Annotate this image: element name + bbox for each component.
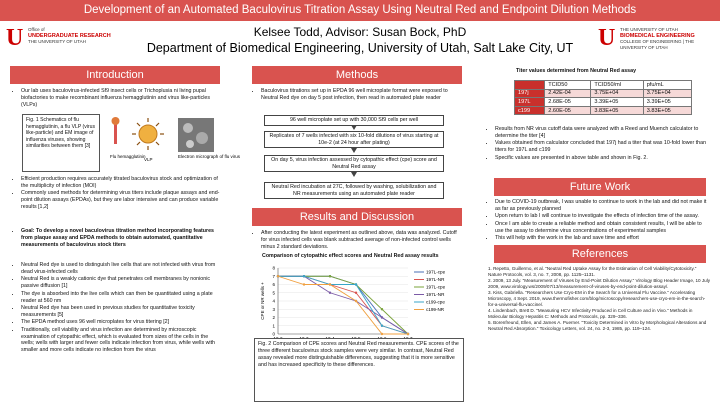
methods-bullet: • Baculovirus titrations set up in EPDA 96 well microplate format were exposed to Neutral Red dye on day 5 post infection, then read in automated plate reader <box>261 88 464 102</box>
legend-label: 197L-cpe <box>426 269 446 275</box>
data-point <box>355 283 357 285</box>
y-tick-label: 0 <box>272 331 275 337</box>
future-bullet: • Due to COVID-19 outbreak, I was unable to continue to work in the lab and did not make it as far as previously planned <box>495 199 708 213</box>
data-point <box>355 292 357 294</box>
data-point <box>381 325 383 327</box>
reference-item: 2. 2009, 13 July. "Measurement of Viruses by End-Point Dilution Assay." Virology Blog Header Image, 10 July 2009, www.virology.ws/2009/07/13/measurement-of-viruses-by-end-point-dilution-assay/. <box>488 278 711 289</box>
y-tick-label: 8 <box>272 265 275 271</box>
intro-bullet: • Neutral Red is a weakly cationic dye that penetrates cell membranes by nonionic passive diffusion [1] <box>21 276 222 290</box>
table-row <box>515 106 692 115</box>
future-heading: Future Work <box>494 178 706 196</box>
table-cell: 3.83E+05 <box>591 106 643 115</box>
titer-col-header <box>515 81 545 90</box>
data-point <box>277 275 279 277</box>
logo-right-line1: THE UNIVERSITY OF UTAH <box>620 27 678 32</box>
series-line <box>278 276 408 334</box>
fig2-caption: Fig. 2 Comparison of CPE scores and Neutral Red measurements. CPE scores of the three different baculovirus stock samples were very similar. In contrast, Neutral Red assay revealed more distinguishable differences, suggesting that it is more sensitive and has increased specificity to these differences. <box>254 338 464 402</box>
y-tick-label: 2 <box>272 315 275 320</box>
vlp-icon <box>132 118 164 150</box>
titer-bullets <box>486 126 708 162</box>
titer-col-header: TCID50/ml <box>591 81 643 90</box>
intro-bullet: • The EPDA method uses 96 well microplates for virus titering [2] <box>21 319 222 326</box>
table-cell: 197L <box>515 98 545 107</box>
flow-step-4: Neutral Red incubation at 27C, followed by washing, solubilization and NR measurements using an automated plate reader <box>264 182 444 199</box>
titer-bullet: • Specific values are presented in above table and shown in Fig. 2. <box>495 155 708 162</box>
future-bullet: • This will help with the work in the lab and save time and effort <box>495 235 708 242</box>
intro-bullets2 <box>12 262 222 355</box>
table-cell: 2.68E-05 <box>545 98 591 107</box>
legend-label: 197L-NR <box>426 277 445 283</box>
logo-right-line2: BIOMEDICAL ENGINEERING <box>620 32 695 39</box>
intro-heading: Introduction <box>10 66 220 84</box>
methods-heading: Methods <box>252 66 462 84</box>
intro-bullet: • Commonly used methods for determining virus titers include plaque assays and end-point dilution assays (EPDAs), but they are labor intensive and can produce variable results [1,2] <box>21 190 222 211</box>
intro-bullet: • Efficient production requires accurately titrated baculovirus stock and optimization of the multiplicity of infection (MOI) <box>21 176 222 190</box>
data-point <box>329 275 331 277</box>
results-bullet: • After conducting the latest experiment as outlined above, data was analyzed. Cutoff for virus infected cells was blank subtracted average of non-infected control wells minus 2 standard deviations. <box>261 230 464 251</box>
data-point <box>381 316 383 318</box>
table-cell: c199 <box>515 106 545 115</box>
fig1-caption: Fig. 1 Schematics of flu hemagglutinin, a flu VLP (virus like-particle) and EM image of influenza viruses, showing similarities between them [3] <box>22 114 100 172</box>
data-point <box>329 292 331 294</box>
data-point <box>381 333 383 335</box>
table-cell: 3.75E+04 <box>591 89 643 98</box>
titer-bullet: • Values obtained from calculator concluded that 197j had a titer that was 10-fold lower than titers for 197L and c199 <box>495 140 708 154</box>
logo-right-line3: COLLEGE OF ENGINEERING | THE UNIVERSITY OF UTAH <box>620 39 695 50</box>
flow-step-2: Replicates of 7 wells infected with six 10-fold dilutions of virus starting at 10e-2 (at 24 hour after plating) <box>264 131 444 148</box>
methods-text <box>252 88 464 102</box>
reference-item: 3. Kiss, Gabriella. "Researchers Use Cryo-EM in the Search for a Universal Flu Vaccine." Accelerating Microscopy, 4 Sept. 2019, www.thermofisher.com/blog/microscopy/researchers-use-cryo-em-in-the-search-for-a-universal-flu-vaccine/. <box>488 290 706 307</box>
y-tick-label: 4 <box>272 298 275 304</box>
table-cell: 3.39E+05 <box>591 98 643 107</box>
table-cell: 197j <box>515 89 545 98</box>
future-bullets <box>486 199 708 242</box>
intro-bullet: • Neutral Red dye is used to distinguish live cells that are not infected with virus from dead virus-infected cells <box>21 262 222 276</box>
department: Department of Biomedical Engineering, University of Utah, Salt Lake City, UT <box>146 41 574 55</box>
poster-title: Development of an Automated Baculovirus Titration Assay Using Neutral Red and Endpoint Dilution Methods <box>0 0 720 21</box>
results-heading: Results and Discussion <box>252 208 462 226</box>
data-point <box>407 333 409 335</box>
data-point <box>329 283 331 285</box>
table-cell: 3.39E+05 <box>643 98 691 107</box>
flow-step-1: 96 well microplate set up with 30,000 Sf9 cells per well <box>264 115 444 126</box>
u-logo-icon: U <box>598 25 616 51</box>
intro-bullets <box>12 176 222 212</box>
fig1-label-ha: Flu hemagglutinin <box>110 154 146 159</box>
hemagglutinin-icon <box>112 117 120 144</box>
legend-label: c199-cpe <box>426 299 445 305</box>
intro-bullet: • Neutral Red dye has been used in previous studies for quantitative toxicity measurements [5] <box>21 305 222 319</box>
logo-left-line3: THE UNIVERSITY OF UTAH <box>28 39 86 44</box>
intro-bullet: • Traditionally, cell viability and virus infection are determined by microscopic examination of cytopathic effect, which is evaluated from sizes of the cells in the wells; wells with larger and fewer cells indicate infection from virus, while wells with smaller and more cells indicate no infection from the virus <box>21 327 222 355</box>
y-tick-label: 3 <box>272 306 275 312</box>
fig1-illustration <box>102 116 241 176</box>
data-point <box>381 308 383 310</box>
fig1-label-vlp: VLP <box>144 157 153 162</box>
future-bullet: • Once I am able to create a reliable method and obtain consistent results, I will be able to use the assay to determine virus concentrations of experimental samples <box>495 221 708 235</box>
references-list <box>488 266 710 332</box>
reference-item: 1. Repetto, Guillermo, et al. "Neutral Red Uptake Assay for the Estimation of Cell Viability/Cytotoxicity." Nature Protocols, vol. 3, no. 7, 2008, pp. 1125–1131. <box>488 266 697 277</box>
data-point <box>303 275 305 277</box>
titer-heading: Titer values determined from Neutral Red assay <box>516 68 637 74</box>
table-row <box>515 98 692 107</box>
logo-left-line1: Office of <box>28 27 45 32</box>
data-point <box>303 283 305 285</box>
data-point <box>355 300 357 302</box>
y-axis-label: CPE or NR wells + <box>260 282 265 320</box>
table-cell: 3.83E+05 <box>643 106 691 115</box>
intro-text <box>12 88 222 109</box>
legend-label: c199-NR <box>426 307 445 313</box>
legend-label: 197L-NR <box>426 292 445 298</box>
y-tick-label: 6 <box>272 282 275 287</box>
y-tick-label: 5 <box>272 290 275 296</box>
intro-goal <box>12 228 222 249</box>
intro-bullet: • The dye is absorbed into the live cells which can then be quantitated using a plate reader at 560 nm <box>21 291 222 305</box>
fig1-label-em: Electron micrograph of flu virus <box>178 154 241 159</box>
intro-goal-text: • Goal: To develop a novel baculovirus titration method incorporating features from plaque assay and EPDA methods to obtain automated, quantitative measurements of baculovirus stock titers <box>21 228 222 249</box>
y-tick-label: 1 <box>272 323 275 329</box>
y-tick-label: 7 <box>272 273 275 279</box>
intro-p1: • Our lab uses baculovirus-infected Sf9 insect cells or Trichoplusia ni living pupal biofactories to make recombinant influenza hemagglutinin and virus like-particles (VLPs) <box>21 88 222 109</box>
table-cell: 2.42E-04 <box>545 89 591 98</box>
results-text <box>252 230 464 251</box>
table-row <box>515 89 692 98</box>
flow-step-3: On day 5, virus infection assessed by cytopathic effect (cpe) score and Neutral Red assay <box>264 155 444 172</box>
reference-item: 5. Borenfreund, Ellen, and James A. Puerner. "Toxicity Determined in Vitro by Morphological Alterations and Neutral Red Absorption." Toxicology Letters, vol. 24, no. 2-3, 1985, pp. 119–124. <box>488 320 707 331</box>
electron-micrograph-image <box>178 118 214 152</box>
table-cell: 2.60E-05 <box>545 106 591 115</box>
authors: Kelsee Todd, Advisor: Susan Bock, PhD <box>253 25 467 39</box>
titer-table <box>514 80 692 115</box>
future-bullet: • Upon return to lab I will continue to investigate the effects of infection time of the assay. <box>495 213 708 220</box>
flow-arrow-icon <box>351 125 357 130</box>
flow-arrow-icon <box>351 148 357 153</box>
references-heading: References <box>494 245 706 263</box>
table-cell: 3.75E+04 <box>643 89 691 98</box>
legend-label: 197L-cpe <box>426 284 446 290</box>
u-logo-icon: U <box>6 25 24 51</box>
titer-col-header: TCID50 <box>545 81 591 90</box>
titer-col-header: pfu/mL <box>643 81 691 90</box>
logo-left-line2: UNDERGRADUATE RESEARCH <box>28 32 111 39</box>
titer-bullet: • Results from NR virus cutoff data were analyzed with a Reed and Muench calculator to determine the titer [4] <box>495 126 708 140</box>
chart-title: Comparison of cytopathic effect scores and Neutral Red assay results <box>262 253 439 259</box>
flow-arrow-icon <box>351 172 357 177</box>
reference-item: 4. Lindenbach, Brett D. "Measuring HCV Infectivity Produced in Cell Culture and in Vivo." Methods in Molecular Biology Hepatitis C: Methods and Protocols, pp. 329–336. <box>488 308 693 319</box>
